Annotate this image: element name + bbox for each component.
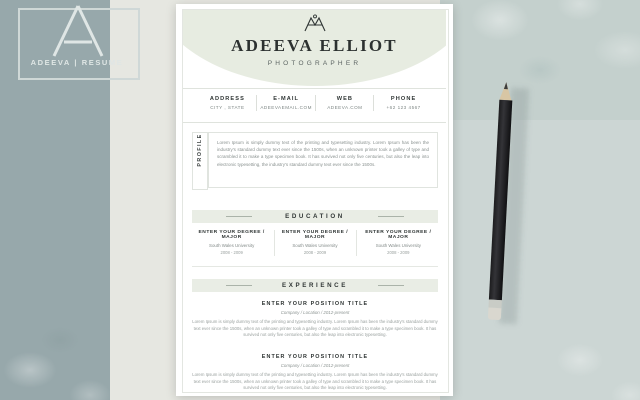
pencil-eraser (488, 308, 502, 321)
contact-label: ADDRESS (209, 96, 245, 102)
education-heading: EDUCATION (285, 213, 345, 220)
background-panel-right-top (440, 0, 640, 120)
contact-label: E-MAIL (273, 96, 300, 102)
education-item (192, 230, 271, 255)
education-years: 2008 - 2009 (387, 250, 410, 255)
pencil-lead (504, 82, 508, 89)
contact-divider (183, 122, 446, 123)
header-divider (183, 88, 446, 89)
experience-text: Lorem Ipsum is simply dummy text of the printing and typesetting industry. Lorem Ipsum has been the industry's standard dummy text ever since the 1500s, when an unknown printer took a galley of type and scrambled it to make a type specimen book. It has survived not only five centuries, but also the leap into electronic typesetting. (192, 372, 438, 391)
education-divider (356, 230, 357, 256)
band-dash-right (378, 285, 404, 286)
profile-section (192, 132, 438, 188)
experience-position: ENTER YOUR POSITION TITLE (261, 354, 369, 360)
experience-position: ENTER YOUR POSITION TITLE (261, 301, 369, 307)
resume-document (176, 4, 453, 396)
brand-watermark (18, 8, 138, 80)
profile-body (208, 132, 438, 188)
education-item (359, 230, 438, 255)
profile-label: PROFILE (197, 133, 203, 167)
experience-heading: EXPERIENCE (282, 282, 348, 289)
monogram-icon (183, 14, 446, 34)
candidate-role: PHOTOGRAPHER (267, 60, 362, 67)
experience-item (192, 354, 438, 392)
education-years: 2008 - 2009 (220, 250, 243, 255)
experience-meta: Company / Location / 2012-present (280, 310, 350, 315)
contact-item-address (198, 96, 257, 110)
education-degree: ENTER YOUR DEGREE / MAJOR (365, 230, 432, 240)
education-school: South Wales University (209, 243, 255, 248)
education-degree: ENTER YOUR DEGREE / MAJOR (198, 230, 265, 240)
profile-tab (192, 132, 208, 190)
education-degree: ENTER YOUR DEGREE / MAJOR (281, 230, 349, 240)
contact-item-phone (374, 96, 433, 110)
experience-meta: Company / Location / 2012-present (280, 363, 350, 368)
letter-a-icon (52, 4, 104, 58)
education-school: South Wales University (292, 243, 338, 248)
education-bottom-divider (192, 266, 438, 267)
contact-item-web (316, 96, 375, 110)
education-item (275, 230, 354, 255)
contact-bar (198, 96, 433, 110)
watermark-label: ADEEVA | RESUME (30, 58, 124, 67)
contact-value: CITY , STATE (210, 105, 245, 110)
band-dash-right (378, 216, 404, 217)
contact-value: ADEEVA.COM (327, 105, 363, 110)
resume-header (183, 10, 446, 88)
education-divider (274, 230, 275, 256)
profile-text: Lorem Ipsum is simply dummy text of the printing and typesetting industry. Lorem Ipsum has been the industry's standard dummy text ever since the 1500s, when an unknown printer took a galley of type and scrambled it to make a type specimen book. It has survived not only five centuries, but also the leap into electronic typesetting, the industry's standard dummy text ever since the 1500s. (217, 140, 429, 167)
experience-text: Lorem Ipsum is simply dummy text of the printing and typesetting industry. Lorem Ipsum has been the industry's standard dummy text ever since the 1500s, when an unknown printer took a galley of type and scrambled it to make a type specimen book. It has survived not only five centuries, but also the leap into electronic typesetting. (192, 319, 438, 338)
candidate-name: ADEEVA ELLIOT (231, 36, 398, 55)
contact-label: WEB (336, 96, 354, 102)
education-years: 2008 - 2009 (303, 250, 327, 255)
contact-item-email (257, 96, 316, 110)
education-list (192, 230, 438, 255)
contact-label: PHONE (390, 96, 417, 102)
contact-value: ADEEVAEMAIL.COM (260, 105, 312, 110)
contact-value: +62 123 4567 (386, 105, 421, 110)
experience-heading-band (192, 279, 438, 292)
education-heading-band (192, 210, 438, 223)
experience-item (192, 301, 438, 339)
education-school: South Wales University (375, 243, 421, 248)
